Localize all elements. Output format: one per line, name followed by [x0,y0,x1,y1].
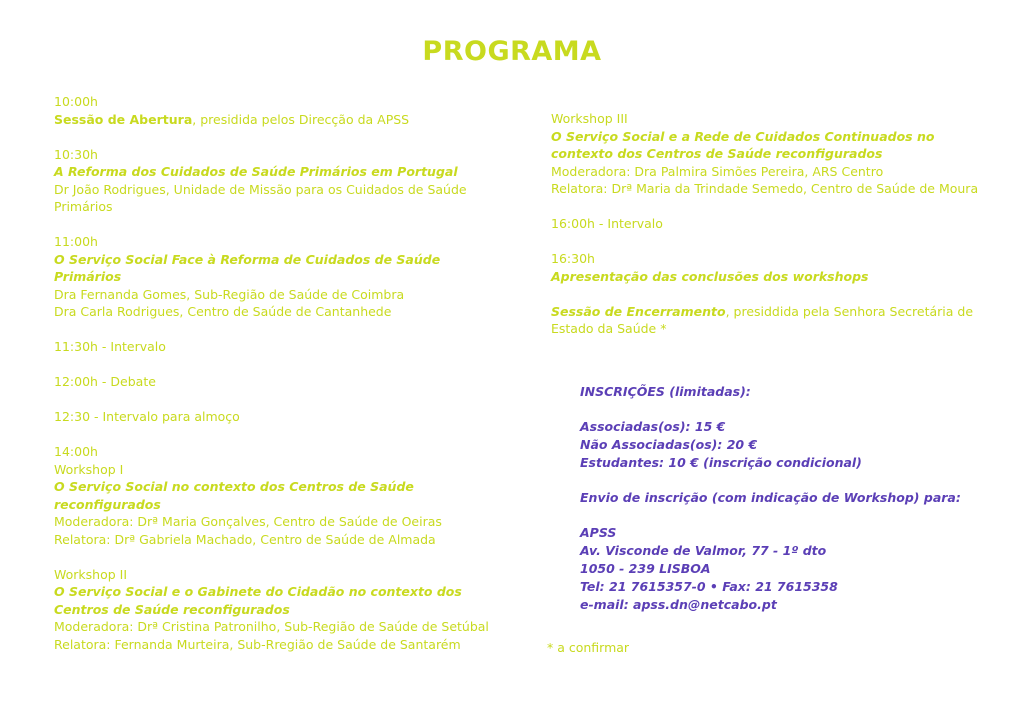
opening-detail: , presidida pelos Direcção da APSS [192,111,410,127]
session-1030-title: A Reforma dos Cuidados de Saúde Primários em Portugal [54,164,458,179]
session-1100-speaker-1: Dra Fernanda Gomes, Sub-Região de Saúde de Coimbra [54,286,405,302]
session-1030-speaker: Dr João Rodrigues, Unidade de Missão para os Cuidados de Saúde [54,181,467,197]
session-1630-title: Apresentação das conclusões dos workshops [551,268,869,284]
session-1100-title-cont: Primários [54,269,122,284]
session-1030-speaker-cont: Primários [54,199,113,214]
closing-detail-cont: Estado da Saúde * [551,321,667,336]
contact-address: Av. Visconde de Valmor, 77 - 1º dto [580,543,827,559]
session-1100-title: O Serviço Social Face à Reforma de Cuidados de Saúde [54,251,441,267]
workshop-1-label: Workshop I [54,461,124,477]
workshop-2-title: O Serviço Social e o Gabinete do Cidadão no contexto dos [54,584,462,599]
workshop-3-title: O Serviço Social e a Rede de Cuidados Continuados no [551,128,935,144]
contact-email: e-mail: apss.dn@netcabo.pt [580,596,777,612]
workshop-2-title-cont: Centros de Saúde reconfigurados [54,601,290,617]
closing-title: Sessão de Encerramento [551,303,726,319]
registration-instructions: Envio de inscrição (com indicação de Workshop) para: [580,490,961,506]
opening-session [54,111,504,129]
program-right-column [551,110,991,338]
break-1600: 16:00h - Intervalo [551,216,663,231]
workshop-1-moderator: Moderadora: Drª Maria Gonçalves, Centro de Saúde de Oeiras [54,514,442,529]
time-1630: 16:30h [551,251,595,266]
contact-postal: 1050 - 239 LISBOA [580,561,711,577]
closing-detail: , presiddida pela Senhora Secretária de [725,303,974,319]
debate-1200: 12:00h - Debate [54,374,156,389]
registration-heading: INSCRIÇÕES (limitadas): [580,384,751,399]
workshop-3-reporter: Relatora: Drª Maria da Trindade Semedo, Centro de Saúde de Moura [551,181,979,196]
workshop-3-label: Workshop III [551,111,628,126]
time-1100: 11:00h [54,234,98,249]
page-title: PROGRAMA [422,36,602,67]
program-left-column [54,93,504,653]
session-1100-speaker-2: Dra Carla Rodrigues, Centro de Saúde de Cantanhede [54,304,392,319]
closing-session [551,303,991,321]
lunch-1230: 12:30 - Intervalo para almoço [54,409,240,424]
opening-title: Sessão de Abertura [54,111,193,127]
contact-org: APSS [580,525,617,541]
time-1000: 10:00h [54,94,98,109]
price-members: Associadas(os): 15 € [580,419,726,435]
workshop-2-reporter: Relatora: Fernanda Murteira, Sub-Rregião de Saúde de Santarém [54,636,461,652]
price-students: Estudantes: 10 € (inscrição condicional) [580,454,862,470]
break-1130: 11:30h - Intervalo [54,339,166,354]
price-non-members: Não Associadas(os): 20 € [580,437,758,453]
workshop-3-moderator: Moderadora: Dra Palmira Simões Pereira, ARS Centro [551,163,884,179]
time-1400: 14:00h [54,444,98,459]
workshop-1-reporter: Relatora: Drª Gabriela Machado, Centro de Saúde de Almada [54,531,436,547]
time-1030: 10:30h [54,146,98,162]
workshop-2-moderator: Moderadora: Drª Cristina Patronilho, Sub-Região de Saúde de Setúbal [54,619,489,634]
workshop-1-title: O Serviço Social no contexto dos Centros de Saúde [54,479,414,494]
registration-box [580,383,1000,613]
workshop-3-title-cont: contexto dos Centros de Saúde reconfigurados [551,146,883,161]
footnote: * a confirmar [547,640,630,655]
contact-phone-fax: Tel: 21 7615357-0 • Fax: 21 7615358 [580,578,838,594]
workshop-2-label: Workshop II [54,566,128,582]
workshop-1-title-cont: reconfigurados [54,496,161,512]
